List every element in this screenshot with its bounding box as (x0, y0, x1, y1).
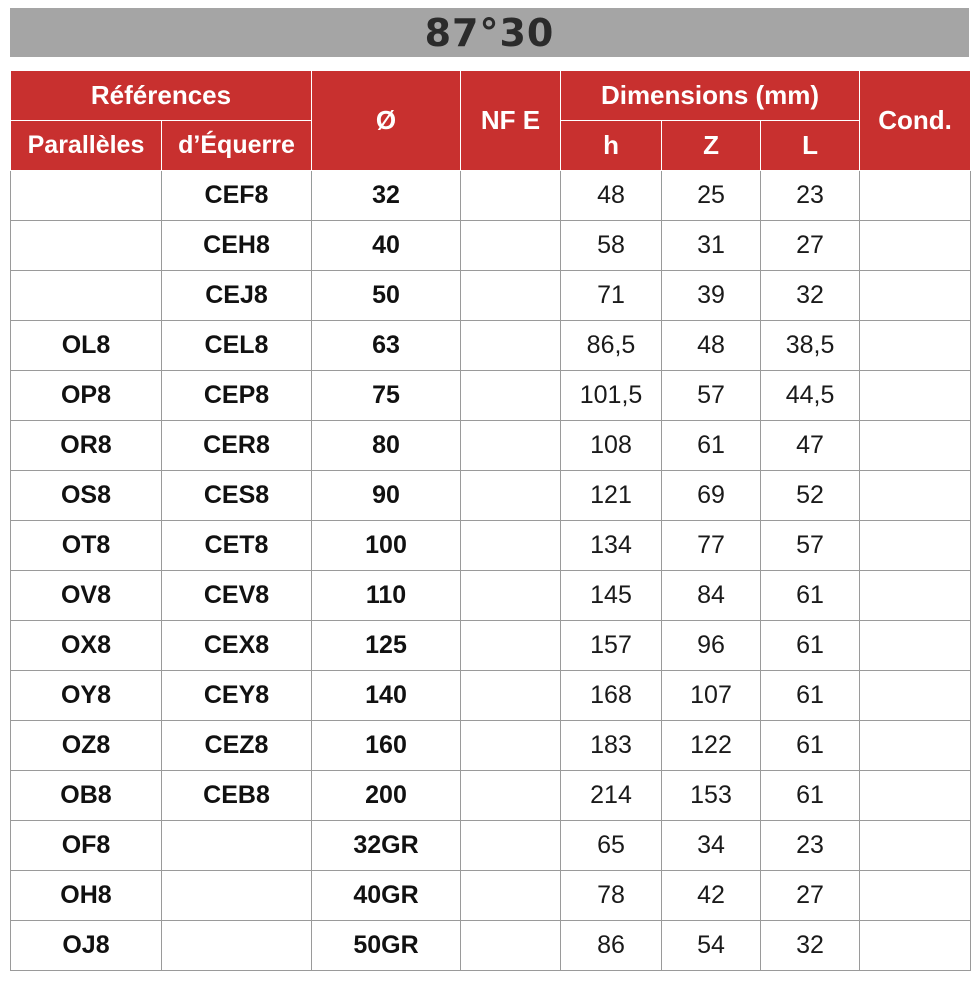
title-bar (10, 8, 969, 57)
table-row (11, 571, 971, 621)
cell-diameter: 200 (312, 771, 461, 821)
cell-equerre: CEP8 (162, 371, 312, 421)
cell-z: 69 (662, 471, 761, 521)
cell-nfe (461, 371, 561, 421)
cell-equerre: CEZ8 (162, 721, 312, 771)
cell-h: 168 (561, 671, 662, 721)
header-z: Z (662, 121, 761, 171)
cell-cond (860, 621, 971, 671)
cell-equerre: CER8 (162, 421, 312, 471)
cell-cond (860, 371, 971, 421)
cell-cond (860, 721, 971, 771)
cell-paralleles: OF8 (11, 821, 162, 871)
cell-equerre: CEL8 (162, 321, 312, 371)
cell-nfe (461, 671, 561, 721)
cell-diameter: 80 (312, 421, 461, 471)
cell-l: 32 (761, 271, 860, 321)
header-diameter: Ø (312, 71, 461, 171)
cell-equerre: CEH8 (162, 221, 312, 271)
table-row (11, 321, 971, 371)
cell-equerre (162, 871, 312, 921)
cell-cond (860, 421, 971, 471)
cell-h: 214 (561, 771, 662, 821)
cell-cond (860, 671, 971, 721)
cell-h: 58 (561, 221, 662, 271)
cell-nfe (461, 921, 561, 971)
cell-nfe (461, 421, 561, 471)
table-row (11, 621, 971, 671)
cell-paralleles: OP8 (11, 371, 162, 421)
cell-paralleles (11, 171, 162, 221)
cell-paralleles: OL8 (11, 321, 162, 371)
cell-z: 31 (662, 221, 761, 271)
table-body (11, 171, 971, 971)
cell-l: 61 (761, 671, 860, 721)
table-row (11, 871, 971, 921)
cell-l: 23 (761, 821, 860, 871)
cell-cond (860, 521, 971, 571)
cell-l: 27 (761, 221, 860, 271)
cell-cond (860, 821, 971, 871)
cell-z: 153 (662, 771, 761, 821)
header-h: h (561, 121, 662, 171)
cell-diameter: 100 (312, 521, 461, 571)
cell-z: 42 (662, 871, 761, 921)
cell-nfe (461, 521, 561, 571)
header-l: L (761, 121, 860, 171)
cell-z: 61 (662, 421, 761, 471)
cell-h: 145 (561, 571, 662, 621)
cell-paralleles: OZ8 (11, 721, 162, 771)
header-references: Références (11, 71, 312, 121)
cell-l: 47 (761, 421, 860, 471)
cell-diameter: 90 (312, 471, 461, 521)
cell-h: 157 (561, 621, 662, 671)
cell-diameter: 40 (312, 221, 461, 271)
cell-h: 78 (561, 871, 662, 921)
cell-l: 27 (761, 871, 860, 921)
cell-cond (860, 771, 971, 821)
cell-nfe (461, 871, 561, 921)
header-equerre: d’Équerre (162, 121, 312, 171)
cell-h: 134 (561, 521, 662, 571)
cell-diameter: 50GR (312, 921, 461, 971)
cell-paralleles: OS8 (11, 471, 162, 521)
cell-equerre: CEF8 (162, 171, 312, 221)
cell-equerre: CEJ8 (162, 271, 312, 321)
cell-cond (860, 921, 971, 971)
cell-z: 107 (662, 671, 761, 721)
cell-paralleles (11, 221, 162, 271)
cell-h: 86,5 (561, 321, 662, 371)
cell-diameter: 110 (312, 571, 461, 621)
cell-z: 48 (662, 321, 761, 371)
cell-paralleles: OT8 (11, 521, 162, 571)
cell-paralleles: OB8 (11, 771, 162, 821)
cell-nfe (461, 321, 561, 371)
cell-nfe (461, 571, 561, 621)
cell-h: 86 (561, 921, 662, 971)
cell-paralleles: OJ8 (11, 921, 162, 971)
cell-h: 121 (561, 471, 662, 521)
cell-equerre (162, 921, 312, 971)
cell-z: 34 (662, 821, 761, 871)
cell-cond (860, 171, 971, 221)
cell-l: 61 (761, 771, 860, 821)
cell-z: 96 (662, 621, 761, 671)
cell-nfe (461, 271, 561, 321)
cell-nfe (461, 171, 561, 221)
cell-equerre (162, 821, 312, 871)
cell-h: 108 (561, 421, 662, 471)
cell-diameter: 125 (312, 621, 461, 671)
cell-equerre: CET8 (162, 521, 312, 571)
cell-nfe (461, 721, 561, 771)
cell-diameter: 32 (312, 171, 461, 221)
cell-paralleles (11, 271, 162, 321)
cell-nfe (461, 221, 561, 271)
cell-equerre: CES8 (162, 471, 312, 521)
table-row (11, 821, 971, 871)
cell-cond (860, 571, 971, 621)
cell-diameter: 32GR (312, 821, 461, 871)
cell-diameter: 140 (312, 671, 461, 721)
cell-z: 25 (662, 171, 761, 221)
table-row (11, 171, 971, 221)
cell-z: 54 (662, 921, 761, 971)
cell-l: 38,5 (761, 321, 860, 371)
cell-diameter: 40GR (312, 871, 461, 921)
cell-h: 71 (561, 271, 662, 321)
cell-cond (860, 471, 971, 521)
cell-l: 61 (761, 571, 860, 621)
cell-nfe (461, 471, 561, 521)
cell-h: 183 (561, 721, 662, 771)
cell-cond (860, 321, 971, 371)
table-row (11, 721, 971, 771)
cell-diameter: 160 (312, 721, 461, 771)
cell-l: 61 (761, 621, 860, 671)
header-paralleles: Parallèles (11, 121, 162, 171)
cell-l: 32 (761, 921, 860, 971)
page-title: 87°30 (424, 10, 555, 55)
spec-table (10, 70, 971, 971)
cell-paralleles: OV8 (11, 571, 162, 621)
table-row (11, 771, 971, 821)
cell-z: 122 (662, 721, 761, 771)
cell-paralleles: OH8 (11, 871, 162, 921)
cell-h: 48 (561, 171, 662, 221)
cell-h: 65 (561, 821, 662, 871)
cell-nfe (461, 771, 561, 821)
cell-cond (860, 221, 971, 271)
cell-z: 77 (662, 521, 761, 571)
cell-z: 57 (662, 371, 761, 421)
cell-l: 52 (761, 471, 860, 521)
cell-paralleles: OX8 (11, 621, 162, 671)
cell-l: 57 (761, 521, 860, 571)
cell-z: 84 (662, 571, 761, 621)
header-cond: Cond. (860, 71, 971, 171)
table-row (11, 421, 971, 471)
cell-cond (860, 871, 971, 921)
table-row (11, 671, 971, 721)
cell-z: 39 (662, 271, 761, 321)
cell-l: 23 (761, 171, 860, 221)
cell-diameter: 75 (312, 371, 461, 421)
table-row (11, 371, 971, 421)
cell-equerre: CEX8 (162, 621, 312, 671)
cell-paralleles: OY8 (11, 671, 162, 721)
cell-diameter: 63 (312, 321, 461, 371)
cell-equerre: CEV8 (162, 571, 312, 621)
table-row (11, 221, 971, 271)
cell-paralleles: OR8 (11, 421, 162, 471)
cell-nfe (461, 621, 561, 671)
cell-cond (860, 271, 971, 321)
cell-diameter: 50 (312, 271, 461, 321)
cell-l: 44,5 (761, 371, 860, 421)
table-row (11, 471, 971, 521)
table-row (11, 521, 971, 571)
table-row (11, 271, 971, 321)
cell-equerre: CEY8 (162, 671, 312, 721)
cell-equerre: CEB8 (162, 771, 312, 821)
table-row (11, 921, 971, 971)
cell-h: 101,5 (561, 371, 662, 421)
cell-nfe (461, 821, 561, 871)
header-dimensions: Dimensions (mm) (561, 71, 860, 121)
cell-l: 61 (761, 721, 860, 771)
header-nfe: NF E (461, 71, 561, 171)
